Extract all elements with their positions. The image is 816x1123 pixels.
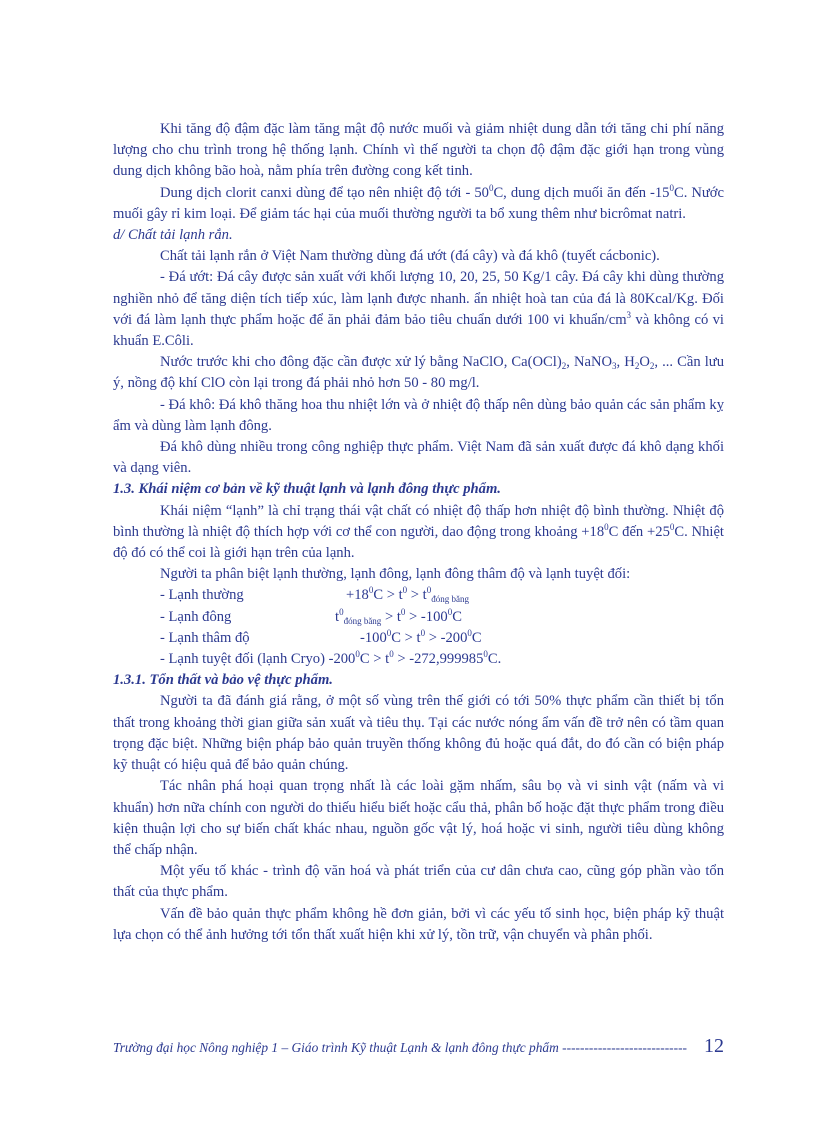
- paragraph: Đá khô dùng nhiều trong công nghiệp thực phẩm. Việt Nam đã sản xuất được đá khô dạng khối và dạng viên.: [113, 439, 724, 477]
- document-body: [113, 119, 724, 946]
- paragraph: Dung dịch clorit canxi dùng để tạo nên nhiệt độ tới - $50^0C$, dung dịch muối ăn đến $-15^0C$. Nước muối gây rỉ kim loại. Để giảm tác hại của muối thường người ta bổ xung thêm như bicrômat natri.: [113, 182, 724, 222]
- temperature-row: - Lạnh thâm độ $-100^0C > t^0 > -200^0C$: [160, 627, 482, 646]
- paragraph: Người ta phân biệt lạnh thường, lạnh đông, lạnh đông thâm độ và lạnh tuyệt đối:: [160, 566, 631, 583]
- temperature-row: - Lạnh đông $t^0_{đóng băng} > t^0 > -100^0C$: [160, 606, 462, 626]
- page-number: 12: [704, 1035, 724, 1057]
- paragraph: Chất tải lạnh rắn ở Việt Nam thường dùng đá ướt (đá cây) và đá khô (tuyết cácbonic).: [160, 248, 660, 265]
- temperature-row: - Lạnh thường $+18^0C > t^0 > t^0_{đóng băng}$: [160, 585, 469, 605]
- paragraph: Một yếu tố khác - trình độ văn hoá và phát triển của cư dân chưa cao, cũng góp phần vào tổn thất của thực phẩm.: [113, 863, 724, 901]
- paragraph: Người ta đã đánh giá rằng, ở một số vùng trên thế giới có tới 50% thực phẩm cần thiết bị tổn thất trong khoảng thời gian giữa sản xuất và tiêu thụ. Tại các nước nóng ẩm vấn đề trở nên có tầm quan trọng đặc biệt. Những biện pháp bảo quản truyền thống không đủ hoặc quá đắt, do đó cần có biện pháp kỹ thuật có hiệu quả để bảo quản chúng.: [113, 693, 724, 774]
- page-footer: [113, 1036, 724, 1060]
- section-heading: 1.3. Khái niệm cơ bản về kỹ thuật lạnh và lạnh đông thực phẩm.: [113, 481, 501, 498]
- paragraph: Khi tăng độ đậm đặc làm tăng mật độ nước muối và giảm nhiệt dung dẫn tới tăng chi phí năng lượng cho chu trình trong hệ thống lạnh. Chính vì thế người ta chọn độ đậm đặc giới hạn trong vùng dung dịch không bão hoà, nằm phía trên đường cong kết tinh.: [113, 121, 724, 180]
- paragraph: - Đá khô: Đá khô thăng hoa thu nhiệt lớn và ở nhiệt độ thấp nên dùng bảo quản các sản phẩm kỵ ẩm và dùng làm lạnh đông.: [113, 396, 724, 434]
- paragraph: Khái niệm “lạnh” là chỉ trạng thái vật chất có nhiệt độ thấp hơn nhiệt độ bình thường. Nhiệt độ bình thường là nhiệt độ thích hợp với cơ thể con người, dao động trong khoảng $+18^0C$ đến $+25^0C$. Nhiệt độ đó có thể coi là giới hạn trên của lạnh.: [113, 502, 724, 562]
- paragraph: Tác nhân phá hoại quan trọng nhất là các loài gặm nhấm, sâu bọ và vi sinh vật (nấm và vi khuẩn) hơn nữa chính con người do thiếu hiểu biết hoặc cẩu thả, phân bố hoặc đặt thực phẩm trong điều kiện thuận lợi cho sự biến chất khác nhau, nguồn gốc vật lý, hoá hoặc vi sinh, người tiêu dùng không thể chấp nhận.: [113, 778, 724, 858]
- paragraph: Nước trước khi cho đông đặc cần được xử lý bằng NaClO, $Ca(OCl)_2$, NaNO$_3$, $H_2O_2$, ... Cần lưu ý, nồng độ khí ClO còn lại trong đá phải nhỏ hơn 50 - 80 mg/l.: [113, 354, 724, 392]
- paragraph: Vấn đề bảo quản thực phẩm không hề đơn giản, bởi vì các yếu tố sinh học, biện pháp kỹ thuật lựa chọn có thể ảnh hưởng tới tổn thất xuất hiện khi xử lý, tồn trữ, vận chuyển và phân phối.: [113, 905, 724, 943]
- footer-text: Trường đại học Nông nghiệp 1 – Giáo trình Kỹ thuật Lạnh & lạnh đông thực phẩm ----------------------------: [113, 1040, 688, 1055]
- subsection-heading: d/ Chất tải lạnh rắn.: [113, 227, 233, 244]
- paragraph: - Đá ướt: Đá cây được sản xuất với khối lượng 10, 20, 25, 50 Kg/1 cây. Đá cây khi dùng thường nghiền nhỏ để tăng diện tích tiếp xúc, làm lạnh được nhanh. ẩn nhiệt hoà tan của đá là 80Kcal/Kg. Đối với đá làm lạnh thực phẩm hoặc để ăn phải đảm bảo tiêu chuẩn dưới 100 vi khuẩn/$cm^3$ và không có vi khuẩn E.Côli.: [113, 269, 724, 350]
- temperature-row: - Lạnh tuyệt đối (lạnh Cryo) $-200^0C > t^0 > -272,999985^0C$.: [160, 649, 502, 668]
- section-heading: 1.3.1. Tổn thất và bảo vệ thực phẩm.: [113, 672, 333, 689]
